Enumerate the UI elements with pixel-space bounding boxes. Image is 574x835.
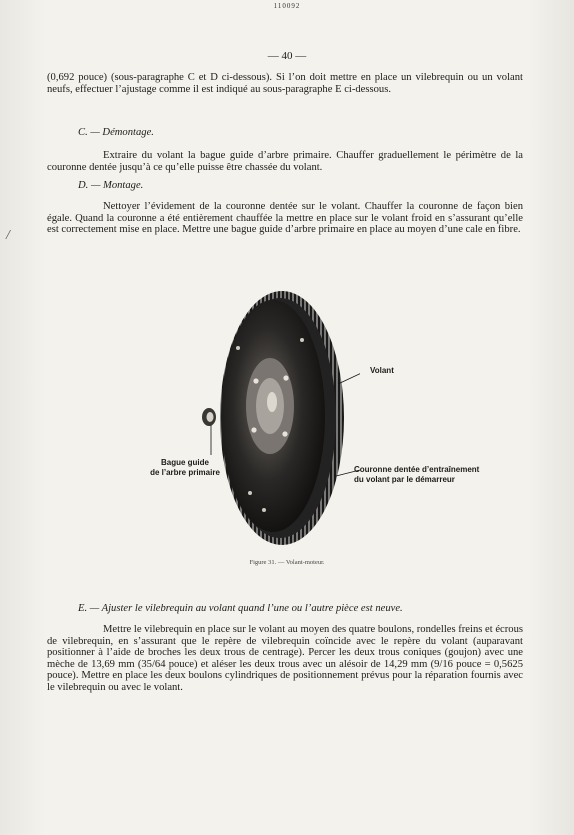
section-e-heading-text: E. — Ajuster le vilebrequin au volant quand l’une ou l’autre pièce est neuve.: [78, 603, 403, 614]
label-couronne-2: du volant par le démarreur: [354, 475, 455, 484]
section-c-heading: [78, 127, 154, 138]
document-code: 110092: [273, 2, 301, 10]
page-number: — 40 —: [267, 50, 307, 62]
section-d-heading: [78, 180, 143, 191]
section-e-heading: [78, 603, 528, 614]
label-bague-2: de l’arbre primaire: [150, 468, 220, 477]
section-d-heading-text: D. — Montage.: [78, 180, 144, 191]
margin-mark: /: [6, 228, 10, 243]
label-couronne-1: Couronne dentée d’entraînement: [354, 465, 480, 474]
label-bague-1: Bague guide: [160, 458, 209, 467]
section-e-body: Mettre le vilebrequin en place sur le volant au moyen des quatre boulons, rondelles freins et écrous de vilebrequin, en s’assurant que le repère de vilebrequin coïncide avec le repère du volant (auparavant positionner à l’aide de broches les deux trous de centrage). Percer les deux trous coniques (goujon) avec une mèche de 13,69 mm (35/64 pouce) et aléser les deux trous avec un alésoir de 14,29 mm (9/16 pouce = 0,5625 pouce). Mettre en place les deux boulons cylindriques de positionnement prévus pour la réparation fournis avec le vilebrequin ou avec le volant.: [47, 624, 523, 693]
section-d-body: Nettoyer l’évidement de la couronne dentée sur le volant. Chauffer la couronne de façon bien égale. Quand la couronne a été entièrement chauffée la mettre en place sur le volant froid en s’assurant qu’elle est correctement mise en place. Mettre une bague guide d’arbre primaire en place au moyen d’une cale en fibre.: [47, 201, 523, 236]
figure-caption: Figure 31. — Volant-moteur.: [249, 559, 325, 566]
bushing-leader-line: [207, 425, 215, 455]
intro-paragraph: (0,692 pouce) (sous-paragraphe C et D ci-dessous). Si l’on doit mettre en place un vilebrequin ou un volant neufs, effectuer l’ajustage comme il est indiqué au sous-paragraphe E ci-dessous.: [47, 72, 523, 95]
label-volant: Volant: [370, 366, 394, 375]
pilot-bore: [267, 392, 277, 412]
section-c-heading-text: C. — Démontage.: [78, 127, 154, 138]
section-c-body: Extraire du volant la bague guide d’arbre primaire. Chauffer graduellement le périmètre de la couronne dentée jusqu’à ce qu’elle puisse être chassée du volant.: [47, 150, 523, 173]
